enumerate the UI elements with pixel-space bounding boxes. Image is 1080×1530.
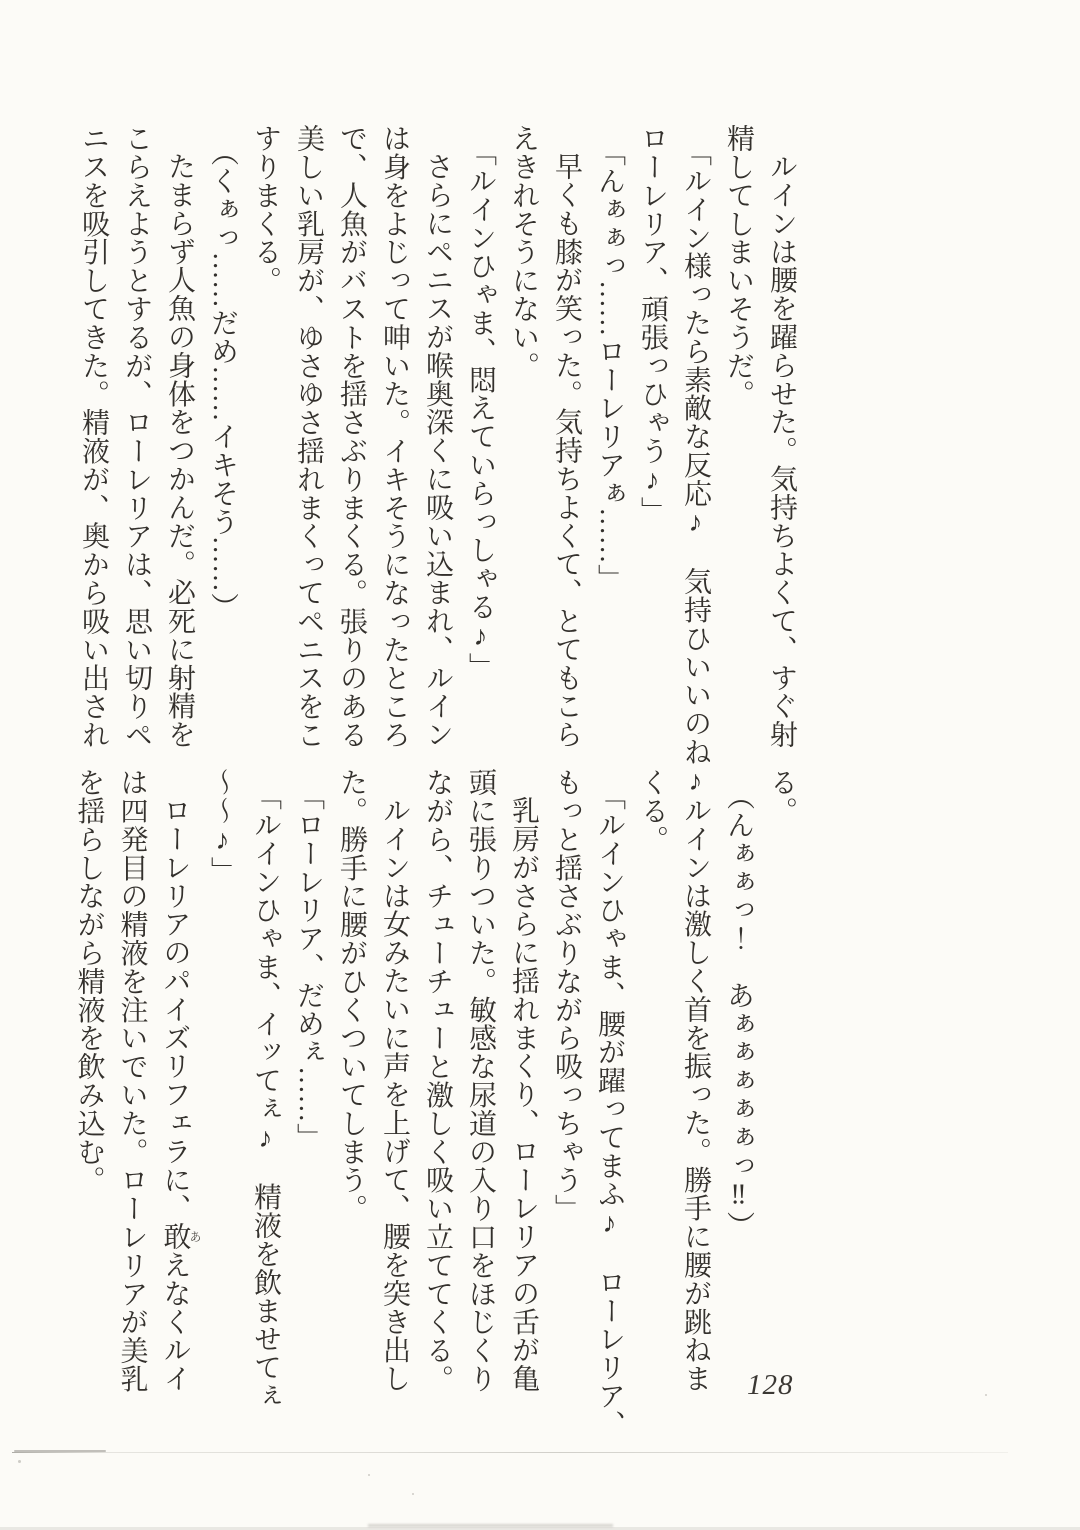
text-column: こらえようとするが、ローレリアは、思い切りペ (121, 124, 152, 749)
text-column: 頭に張りついた。敏感な尿道の入り口をほじくり (465, 768, 496, 1393)
text-column: もっと揺さぶりながら吸っちゃう」 (551, 768, 582, 1223)
scan-speck (985, 1394, 987, 1396)
text-column: 精してしまいそうだ。 (723, 124, 754, 408)
scan-artifact-line-left (14, 1450, 106, 1452)
text-column: 〜〜♪」 (207, 768, 238, 885)
text-column: 乳房がさらに揺れまくり、ローレリアの舌が亀 (508, 796, 539, 1393)
page-number: 128 (747, 1369, 794, 1401)
text-column: ローレリアのパイズリフェラに、敢あえなくルイ (159, 796, 202, 1393)
text-column: は身をよじって呻いた。イキそうになったところ (379, 124, 410, 749)
text-column: 美しい乳房が、ゆさゆさ揺れまくってペニスをこ (293, 124, 324, 749)
scan-artifact-line (12, 1452, 1008, 1453)
scan-speck (368, 1474, 370, 1476)
text-column: る。 (766, 768, 797, 825)
text-column: 「ルイン様ったら素敵な反応♪ 気持ひいいのね♪ (680, 138, 711, 798)
text-column: で、人魚がバストを揺さぶりまくる。張りのある (336, 124, 367, 749)
text-column: くる。 (637, 768, 668, 854)
text-column: ルインは腰を躍らせた。気持ちよくて、すぐ射 (766, 152, 797, 749)
text-column: は四発目の精液を注いでいた。ローレリアが美乳 (116, 768, 148, 1393)
text-column: ローレリア、頑張っひゃう♪」 (637, 124, 668, 525)
text-column: 「ローレリア、だめぇ……」 (293, 782, 324, 1152)
text-column: えきれそうにない。 (508, 124, 539, 380)
text-column: 「んぁぁっ……ローレリアぁ……」 (594, 138, 625, 593)
text-column: 「ルインひゃま、腰が躍ってまふ♪ ローレリア、 (594, 782, 625, 1439)
text-column: すりまくる。 (250, 124, 281, 295)
scan-speck (18, 1460, 21, 1463)
text-column: （んぁぁっ！ あぁぁぁぁぁっ‼） (723, 782, 754, 1240)
text-column: ニスを吸引してきた。精液が、奥から吸い出され (78, 124, 109, 749)
scan-speck (412, 1493, 414, 1495)
text-column: ルインは激しく首を振った。勝手に腰が跳ねま (680, 796, 711, 1393)
text-column: た。勝手に腰がひくついてしまう。 (336, 768, 367, 1223)
text-column: 「ルインひゃま、イッてぇ♪ 精液を飲ませてぇ (250, 782, 281, 1410)
text-band-upper (72, 124, 803, 798)
furigana-ruby: 敢あ (159, 1222, 202, 1251)
text-band-lower (68, 768, 804, 1439)
text-column: を揺らしながら精液を飲み込む。 (73, 768, 105, 1194)
text-column: 早くも膝が笑った。気持ちよくて、とてもこら (551, 152, 582, 749)
text-column: さらにペニスが喉奥深くに吸い込まれ、ルイン (422, 152, 453, 749)
text-column: ながら、チューチューと激しく吸い立ててくる。 (422, 768, 453, 1393)
text-column: 「ルインひゃま、悶えていらっしゃる♪」 (465, 138, 496, 681)
text-column: たまらず人魚の身体をつかんだ。必死に射精を (164, 152, 195, 749)
text-column: ルインは女みたいに声を上げて、腰を突き出し (379, 796, 410, 1393)
text-column: （くぁっ……だめ……イキそう……） (207, 138, 238, 621)
